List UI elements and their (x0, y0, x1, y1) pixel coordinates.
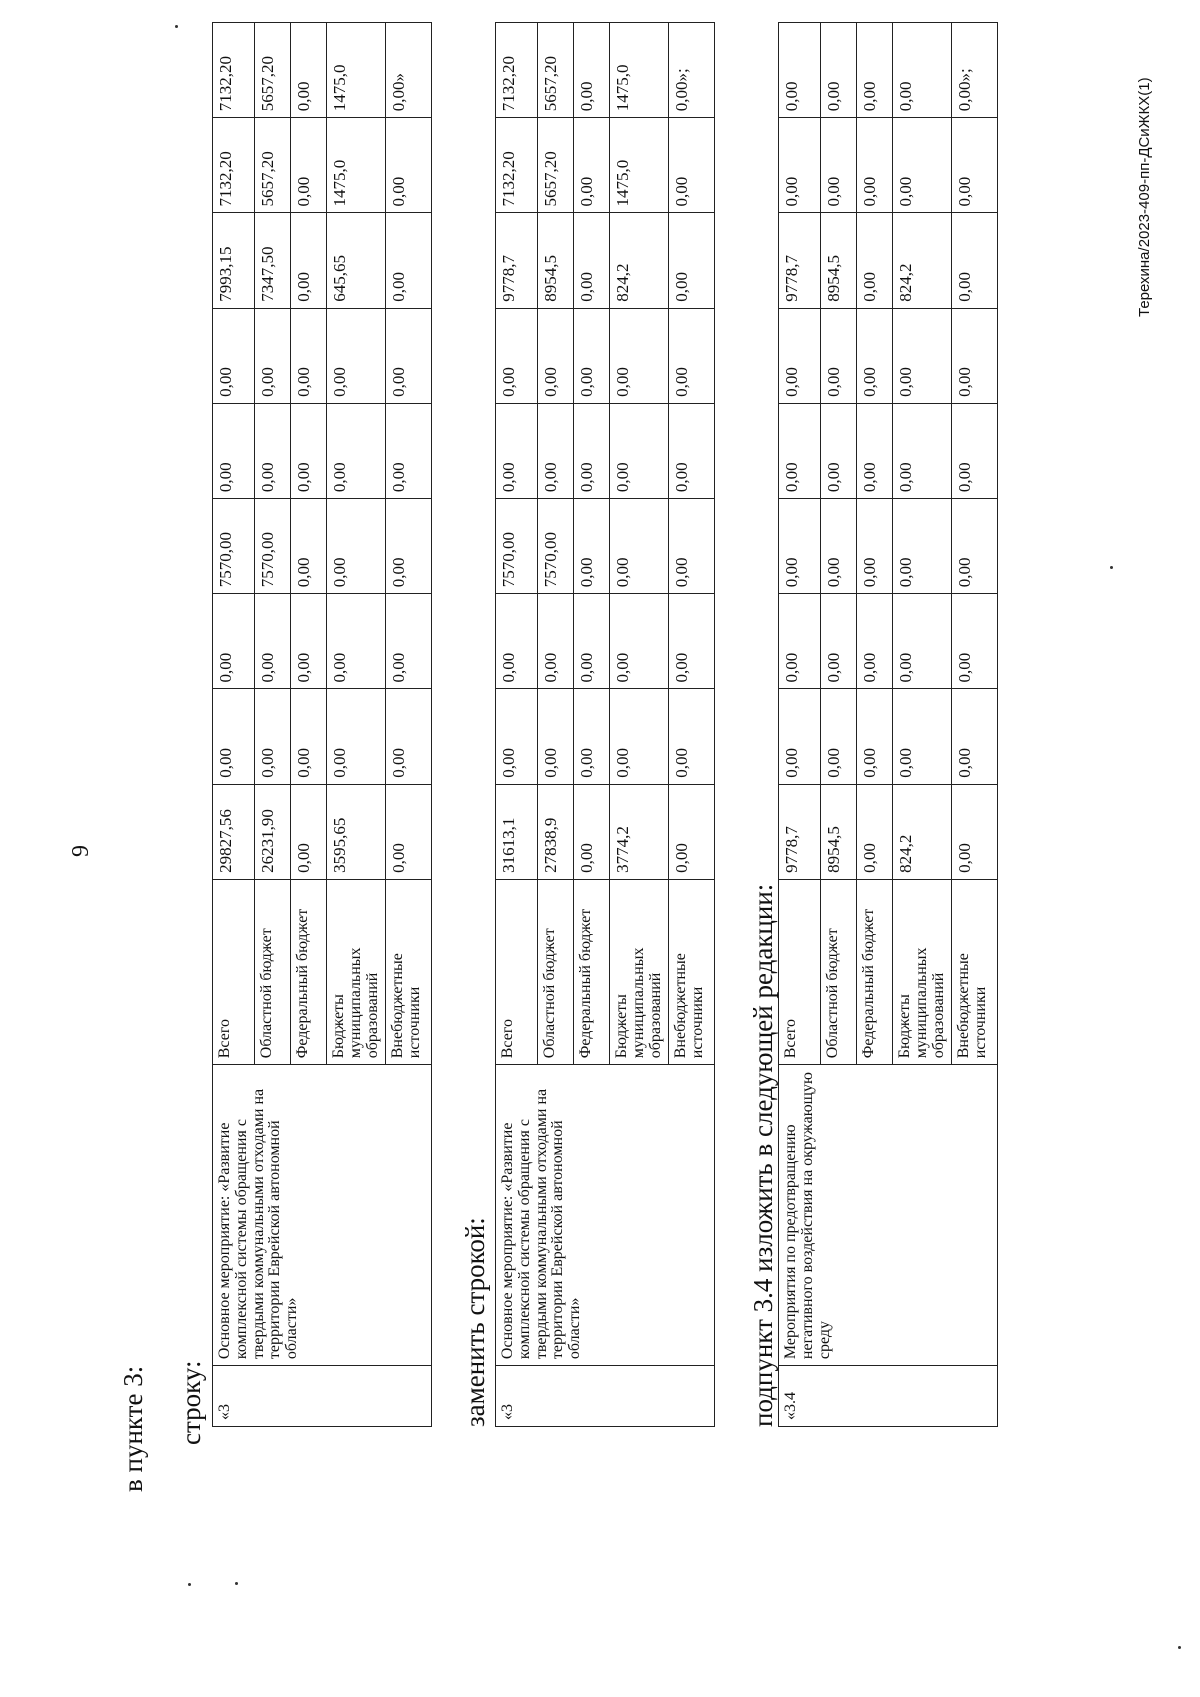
amount-cell: 0,00 (779, 118, 821, 213)
amount-cell: 9778,7 (779, 784, 821, 879)
amount-cell: 0,00 (821, 403, 857, 498)
heading-replace: заменить строкой: (460, 1217, 490, 1427)
amount-cell: 7347,50 (255, 213, 291, 308)
amount-cell: 0,00 (291, 784, 327, 879)
amount-cell: 0,00 (496, 403, 538, 498)
activity-code: «3 (496, 1366, 715, 1427)
amount-cell: 0,00 (779, 403, 821, 498)
amount-cell: 824,2 (893, 784, 952, 879)
amount-cell: 0,00 (779, 689, 821, 784)
heading-subclause: подпункт 3.4 изложить в следующей редакции: (748, 883, 778, 1427)
amount-cell: 0,00 (893, 594, 952, 689)
amount-cell: 0,00 (669, 689, 715, 784)
amount-cell: 0,00 (574, 118, 610, 213)
scan-speck (175, 25, 178, 28)
amount-cell: 0,00 (893, 689, 952, 784)
amount-cell: 5657,20 (538, 23, 574, 118)
amount-cell: 0,00 (857, 689, 893, 784)
amount-cell: 7132,20 (213, 23, 255, 118)
amount-cell: 7570,00 (255, 499, 291, 594)
amount-cell: 7132,20 (496, 118, 538, 213)
amount-cell: 0,00 (327, 499, 386, 594)
amount-cell: 0,00 (857, 118, 893, 213)
activity-name: Основное мероприятие: «Развитие комплексной системы обращения с твердыми коммунальными отходами на территории Еврейской автономной области» (213, 1065, 432, 1366)
table-row (779, 23, 821, 1427)
amount-cell: 0,00 (327, 403, 386, 498)
scan-speck (188, 1583, 191, 1586)
amount-cell: 0,00 (610, 689, 669, 784)
amount-cell: 0,00 (255, 689, 291, 784)
amount-cell: 0,00 (574, 689, 610, 784)
funding-table-old (212, 22, 432, 1427)
amount-cell: 824,2 (893, 213, 952, 308)
funding-source: Областной бюджет (255, 879, 291, 1064)
amount-cell: 0,00 (610, 499, 669, 594)
amount-cell: 0,00 (291, 23, 327, 118)
amount-cell: 0,00 (669, 213, 715, 308)
amount-cell: 0,00 (255, 594, 291, 689)
amount-cell: 0,00 (779, 594, 821, 689)
amount-cell: 0,00 (538, 689, 574, 784)
amount-cell: 29827,56 (213, 784, 255, 879)
amount-cell: 0,00 (327, 594, 386, 689)
amount-cell: 0,00 (821, 23, 857, 118)
amount-cell: 0,00 (574, 499, 610, 594)
amount-cell: 0,00 (821, 308, 857, 403)
amount-cell: 0,00 (291, 499, 327, 594)
funding-table-new (495, 22, 715, 1427)
funding-source: Всего (779, 879, 821, 1064)
amount-cell: 0,00 (610, 403, 669, 498)
amount-cell: 0,00 (610, 308, 669, 403)
amount-cell: 7993,15 (213, 213, 255, 308)
funding-source: Внебюджетные источники (952, 879, 998, 1064)
amount-cell: 0,00 (291, 403, 327, 498)
amount-cell: 0,00 (952, 403, 998, 498)
activity-code: «3.4 (779, 1366, 998, 1427)
funding-source: Внебюджетные источники (669, 879, 715, 1064)
amount-cell: 0,00 (952, 689, 998, 784)
amount-cell: 0,00 (386, 308, 432, 403)
amount-cell: 0,00 (857, 403, 893, 498)
amount-cell: 0,00» (386, 23, 432, 118)
amount-cell: 0,00 (213, 308, 255, 403)
amount-cell: 0,00 (857, 499, 893, 594)
scan-speck (1110, 566, 1113, 569)
amount-cell: 0,00 (610, 594, 669, 689)
amount-cell: 27838,9 (538, 784, 574, 879)
page-number: 9 (68, 845, 94, 857)
amount-cell: 0,00 (669, 403, 715, 498)
amount-cell: 0,00 (291, 308, 327, 403)
amount-cell: 7132,20 (213, 118, 255, 213)
amount-cell: 0,00»; (669, 23, 715, 118)
amount-cell: 0,00 (327, 308, 386, 403)
amount-cell: 0,00 (821, 594, 857, 689)
amount-cell: 0,00 (952, 213, 998, 308)
amount-cell: 0,00 (857, 784, 893, 879)
amount-cell: 5657,20 (255, 23, 291, 118)
amount-cell: 0,00 (857, 308, 893, 403)
amount-cell: 0,00 (538, 403, 574, 498)
amount-cell: 0,00 (779, 308, 821, 403)
amount-cell: 0,00 (669, 308, 715, 403)
funding-table-subclause (778, 22, 998, 1427)
funding-source: Бюджеты муниципальных образований (610, 879, 669, 1064)
amount-cell: 0,00 (291, 118, 327, 213)
funding-source: Федеральный бюджет (574, 879, 610, 1064)
amount-cell: 0,00 (952, 594, 998, 689)
amount-cell: 0,00 (821, 689, 857, 784)
amount-cell: 0,00 (669, 499, 715, 594)
amount-cell: 0,00 (893, 308, 952, 403)
amount-cell: 0,00 (893, 403, 952, 498)
amount-cell: 0,00 (669, 594, 715, 689)
amount-cell: 0,00 (857, 23, 893, 118)
amount-cell: 0,00 (496, 689, 538, 784)
amount-cell: 0,00 (255, 403, 291, 498)
amount-cell: 0,00 (574, 23, 610, 118)
amount-cell: 0,00 (213, 689, 255, 784)
amount-cell: 645,65 (327, 213, 386, 308)
amount-cell: 0,00 (952, 118, 998, 213)
amount-cell: 0,00»; (952, 23, 998, 118)
heading-clause: в пункте 3: (118, 1365, 148, 1492)
amount-cell: 0,00 (386, 499, 432, 594)
activity-name: Мероприятия по предотвращению негативного воздействия на окружающую среду (779, 1065, 998, 1366)
funding-source: Всего (213, 879, 255, 1064)
footer-reference: Терехина/2023-409-пп-ДСиЖКХ(1) (1136, 77, 1153, 317)
amount-cell: 0,00 (857, 594, 893, 689)
amount-cell: 7570,00 (538, 499, 574, 594)
amount-cell: 0,00 (821, 499, 857, 594)
amount-cell: 5657,20 (538, 118, 574, 213)
funding-source: Областной бюджет (538, 879, 574, 1064)
amount-cell: 7570,00 (496, 499, 538, 594)
amount-cell: 0,00 (496, 308, 538, 403)
amount-cell: 0,00 (952, 308, 998, 403)
table-row (496, 23, 538, 1427)
table-row (213, 23, 255, 1427)
amount-cell: 31613,1 (496, 784, 538, 879)
amount-cell: 1475,0 (327, 118, 386, 213)
amount-cell: 0,00 (893, 23, 952, 118)
amount-cell: 0,00 (574, 594, 610, 689)
amount-cell: 0,00 (952, 784, 998, 879)
amount-cell: 0,00 (952, 499, 998, 594)
amount-cell: 1475,0 (327, 23, 386, 118)
amount-cell: 0,00 (291, 594, 327, 689)
amount-cell: 0,00 (255, 308, 291, 403)
funding-source: Внебюджетные источники (386, 879, 432, 1064)
scan-speck (1178, 1646, 1181, 1649)
amount-cell: 0,00 (386, 213, 432, 308)
amount-cell: 8954,5 (821, 784, 857, 879)
amount-cell: 0,00 (291, 213, 327, 308)
amount-cell: 8954,5 (538, 213, 574, 308)
funding-source: Бюджеты муниципальных образований (893, 879, 952, 1064)
amount-cell: 5657,20 (255, 118, 291, 213)
amount-cell: 7132,20 (496, 23, 538, 118)
amount-cell: 0,00 (574, 403, 610, 498)
amount-cell: 0,00 (574, 308, 610, 403)
amount-cell: 3774,2 (610, 784, 669, 879)
amount-cell: 0,00 (327, 689, 386, 784)
funding-source: Федеральный бюджет (857, 879, 893, 1064)
amount-cell: 0,00 (291, 689, 327, 784)
activity-name: Основное мероприятие: «Развитие комплексной системы обращения с твердыми коммунальными отходами на территории Еврейской автономной области» (496, 1065, 715, 1366)
amount-cell: 0,00 (213, 594, 255, 689)
amount-cell: 9778,7 (779, 213, 821, 308)
amount-cell: 9778,7 (496, 213, 538, 308)
amount-cell: 0,00 (779, 499, 821, 594)
amount-cell: 0,00 (669, 118, 715, 213)
amount-cell: 1475,0 (610, 23, 669, 118)
amount-cell: 0,00 (779, 23, 821, 118)
amount-cell: 0,00 (574, 784, 610, 879)
amount-cell: 0,00 (538, 594, 574, 689)
amount-cell: 824,2 (610, 213, 669, 308)
activity-code: «3 (213, 1366, 432, 1427)
amount-cell: 3595,65 (327, 784, 386, 879)
amount-cell: 0,00 (821, 118, 857, 213)
amount-cell: 0,00 (386, 594, 432, 689)
amount-cell: 0,00 (893, 118, 952, 213)
amount-cell: 7570,00 (213, 499, 255, 594)
amount-cell: 0,00 (893, 499, 952, 594)
heading-row: строку: (176, 1360, 206, 1445)
amount-cell: 0,00 (213, 403, 255, 498)
amount-cell: 0,00 (857, 213, 893, 308)
amount-cell: 0,00 (386, 403, 432, 498)
amount-cell: 0,00 (538, 308, 574, 403)
amount-cell: 0,00 (574, 213, 610, 308)
amount-cell: 26231,90 (255, 784, 291, 879)
amount-cell: 1475,0 (610, 118, 669, 213)
amount-cell: 8954,5 (821, 213, 857, 308)
funding-source: Бюджеты муниципальных образований (327, 879, 386, 1064)
funding-source: Областной бюджет (821, 879, 857, 1064)
funding-source: Всего (496, 879, 538, 1064)
amount-cell: 0,00 (386, 689, 432, 784)
amount-cell: 0,00 (386, 784, 432, 879)
amount-cell: 0,00 (386, 118, 432, 213)
scan-speck (235, 1582, 238, 1585)
amount-cell: 0,00 (669, 784, 715, 879)
amount-cell: 0,00 (496, 594, 538, 689)
funding-source: Федеральный бюджет (291, 879, 327, 1064)
